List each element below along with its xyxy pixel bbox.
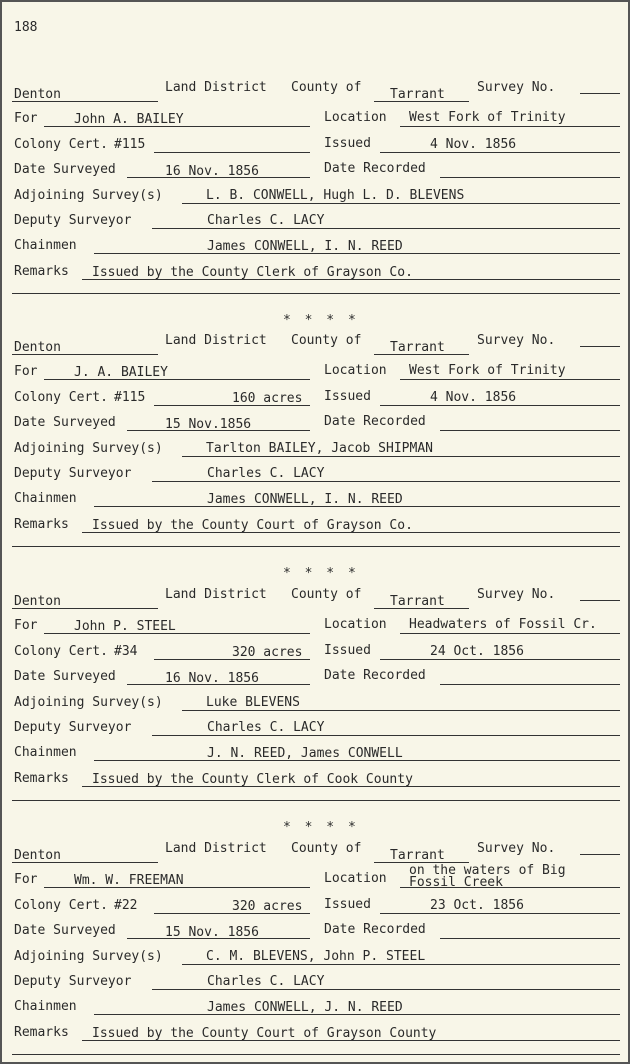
- adjoining-label: Adjoining Survey(s): [14, 694, 163, 710]
- deputy-surveyor-label: Deputy Surveyor: [14, 213, 132, 228]
- deputy-line: [152, 228, 620, 229]
- survey-no-label: Survey No.: [477, 587, 556, 602]
- date-surveyed-label: Date Surveyed: [14, 162, 116, 178]
- date-surveyed-value: 15 Nov.1856: [165, 417, 252, 433]
- chainmen-label: Chainmen: [14, 238, 77, 254]
- issued-label: Issued: [324, 388, 371, 404]
- page-number: 188: [14, 20, 38, 35]
- chainmen-line: [94, 506, 620, 507]
- issued-value: 4 Nov. 1856: [430, 136, 517, 152]
- location-label: Location: [324, 363, 387, 379]
- deputy-surveyor-label: Deputy Surveyor: [14, 466, 132, 481]
- remarks-value: Issued by the County Clerk of Cook County: [92, 771, 413, 787]
- issued-line: [380, 659, 620, 660]
- district-line: [12, 354, 158, 355]
- record-separator: * * * *: [283, 313, 359, 329]
- cert-line: [154, 913, 310, 914]
- date-recorded-label: Date Recorded: [324, 414, 426, 430]
- date-recorded-line: [440, 938, 620, 939]
- district-line: [12, 862, 158, 863]
- remarks-value: Issued by the County Clerk of Grayson Co.: [92, 264, 413, 280]
- for-label: For: [14, 111, 38, 127]
- county-value: Tarrant: [390, 87, 445, 102]
- location-value: on the waters of Big: [409, 863, 566, 879]
- location-line: [400, 379, 620, 380]
- county-line: [374, 608, 469, 609]
- location-label: Location: [324, 110, 387, 126]
- land-district-label: Land District: [165, 333, 267, 348]
- adjoining-label: Adjoining Survey(s): [14, 440, 163, 456]
- deputy-surveyor-value: Charles C. LACY: [207, 974, 325, 989]
- chainmen-label: Chainmen: [14, 491, 77, 507]
- chainmen-value: J. N. REED, James CONWELL: [207, 746, 403, 762]
- issued-value: 4 Nov. 1856: [430, 389, 517, 405]
- county-of-label: County of: [291, 333, 362, 348]
- adjoining-value: Tarlton BAILEY, Jacob SHIPMAN: [206, 440, 433, 456]
- date-surveyed-value: 15 Nov. 1856: [165, 925, 259, 941]
- survey-no-label: Survey No.: [477, 333, 556, 348]
- cert-value: #115: [114, 136, 146, 152]
- chainmen-value: James CONWELL, I. N. REED: [207, 492, 403, 508]
- adjoining-value: L. B. CONWELL, Hugh L. D. BLEVENS: [206, 187, 465, 203]
- cert-line: [154, 152, 310, 153]
- deputy-surveyor-value: Charles C. LACY: [207, 213, 325, 228]
- chainmen-line: [94, 1014, 620, 1015]
- chainmen-value: James CONWELL, J. N. REED: [207, 1000, 403, 1016]
- survey-no-label: Survey No.: [477, 80, 556, 95]
- location-line: [400, 887, 620, 888]
- cert-value: #115: [114, 389, 146, 405]
- district-value: Denton: [14, 340, 61, 355]
- date-surveyed-line: [127, 177, 310, 178]
- district-line: [12, 101, 158, 102]
- district-value: Denton: [14, 848, 61, 863]
- survey-no-line: [580, 854, 620, 855]
- colony-cert-label: Colony Cert.: [14, 897, 108, 913]
- county-value: Tarrant: [390, 594, 445, 609]
- location-value: West Fork of Trinity: [409, 110, 566, 126]
- county-value: Tarrant: [390, 340, 445, 355]
- date-recorded-line: [440, 430, 620, 431]
- chainmen-label: Chainmen: [14, 745, 77, 761]
- location-value: West Fork of Trinity: [409, 363, 566, 379]
- date-recorded-line: [440, 684, 620, 685]
- adjoining-line: [182, 710, 620, 711]
- location-label: Location: [324, 617, 387, 633]
- date-surveyed-label: Date Surveyed: [14, 669, 116, 685]
- survey-no-label: Survey No.: [477, 841, 556, 856]
- remarks-line: [82, 279, 620, 280]
- date-surveyed-label: Date Surveyed: [14, 415, 116, 431]
- adjoining-line: [182, 203, 620, 204]
- adjoining-line: [182, 964, 620, 965]
- date-surveyed-value: 16 Nov. 1856: [165, 671, 259, 687]
- adjoining-label: Adjoining Survey(s): [14, 948, 163, 964]
- grantee-value: John P. STEEL: [74, 619, 176, 635]
- land-district-label: Land District: [165, 841, 267, 856]
- issued-line: [380, 405, 620, 406]
- issued-label: Issued: [324, 896, 371, 912]
- adjoining-label: Adjoining Survey(s): [14, 187, 163, 203]
- location-line: [400, 633, 620, 634]
- blank-line: [12, 800, 620, 801]
- blank-line: [12, 1054, 620, 1055]
- remarks-line: [82, 786, 620, 787]
- issued-value: 23 Oct. 1856: [430, 897, 524, 913]
- deputy-surveyor-label: Deputy Surveyor: [14, 974, 132, 989]
- location-line: [400, 126, 620, 127]
- chainmen-line: [94, 760, 620, 761]
- district-value: Denton: [14, 87, 61, 102]
- cert-value: #34: [114, 643, 138, 659]
- deputy-line: [152, 989, 620, 990]
- acres-value: 320 acres: [232, 898, 303, 914]
- deputy-surveyor-label: Deputy Surveyor: [14, 720, 132, 735]
- issued-value: 24 Oct. 1856: [430, 643, 524, 659]
- deputy-surveyor-value: Charles C. LACY: [207, 720, 325, 735]
- remarks-label: Remarks: [14, 1024, 69, 1040]
- survey-no-line: [580, 93, 620, 94]
- record-separator: * * * *: [283, 566, 359, 582]
- date-recorded-line: [440, 177, 620, 178]
- land-district-label: Land District: [165, 80, 267, 95]
- remarks-label: Remarks: [14, 516, 69, 532]
- survey-no-line: [580, 346, 620, 347]
- chainmen-line: [94, 253, 620, 254]
- deputy-line: [152, 481, 620, 482]
- for-label: For: [14, 872, 38, 888]
- adjoining-line: [182, 456, 620, 457]
- date-surveyed-line: [127, 430, 310, 431]
- date-recorded-label: Date Recorded: [324, 668, 426, 684]
- grantee-line: [44, 633, 310, 634]
- deputy-line: [152, 735, 620, 736]
- county-of-label: County of: [291, 841, 362, 856]
- colony-cert-label: Colony Cert.: [14, 643, 108, 659]
- date-surveyed-line: [127, 684, 310, 685]
- colony-cert-label: Colony Cert.: [14, 136, 108, 152]
- colony-cert-label: Colony Cert.: [14, 389, 108, 405]
- cert-value: #22: [114, 897, 138, 913]
- grantee-line: [44, 126, 310, 127]
- issued-label: Issued: [324, 642, 371, 658]
- acres-value: 320 acres: [232, 644, 303, 660]
- for-label: For: [14, 618, 38, 634]
- remarks-value: Issued by the County Court of Grayson County: [92, 1025, 437, 1041]
- county-line: [374, 101, 469, 102]
- location-label: Location: [324, 871, 387, 887]
- remarks-label: Remarks: [14, 263, 69, 279]
- remarks-line: [82, 532, 620, 533]
- chainmen-value: James CONWELL, I. N. REED: [207, 239, 403, 255]
- acres-value: 160 acres: [232, 390, 303, 406]
- grantee-line: [44, 887, 310, 888]
- remarks-label: Remarks: [14, 770, 69, 786]
- land-district-label: Land District: [165, 587, 267, 602]
- cert-line: [154, 659, 310, 660]
- county-of-label: County of: [291, 80, 362, 95]
- district-value: Denton: [14, 594, 61, 609]
- date-surveyed-label: Date Surveyed: [14, 923, 116, 939]
- deputy-surveyor-value: Charles C. LACY: [207, 466, 325, 481]
- grantee-value: Wm. W. FREEMAN: [74, 873, 184, 889]
- for-label: For: [14, 364, 38, 380]
- grantee-line: [44, 379, 310, 380]
- issued-label: Issued: [324, 135, 371, 151]
- county-value: Tarrant: [390, 848, 445, 863]
- county-line: [374, 354, 469, 355]
- remarks-line: [82, 1040, 620, 1041]
- grantee-value: J. A. BAILEY: [74, 365, 168, 381]
- location-value-line2: Fossil Creek: [409, 875, 503, 891]
- date-surveyed-line: [127, 938, 310, 939]
- cert-line: [154, 405, 310, 406]
- district-line: [12, 608, 158, 609]
- county-of-label: County of: [291, 587, 362, 602]
- date-recorded-label: Date Recorded: [324, 922, 426, 938]
- adjoining-value: C. M. BLEVENS, John P. STEEL: [206, 948, 426, 964]
- record-separator: * * * *: [283, 820, 359, 836]
- chainmen-label: Chainmen: [14, 999, 77, 1015]
- issued-line: [380, 152, 620, 153]
- grantee-value: John A. BAILEY: [74, 112, 184, 128]
- date-recorded-label: Date Recorded: [324, 161, 426, 177]
- remarks-value: Issued by the County Court of Grayson Co.: [92, 517, 413, 533]
- blank-line: [12, 293, 620, 294]
- date-surveyed-value: 16 Nov. 1856: [165, 164, 259, 180]
- location-value: Headwaters of Fossil Cr.: [409, 617, 597, 633]
- blank-line: [12, 546, 620, 547]
- issued-line: [380, 913, 620, 914]
- survey-no-line: [580, 600, 620, 601]
- adjoining-value: Luke BLEVENS: [206, 694, 300, 710]
